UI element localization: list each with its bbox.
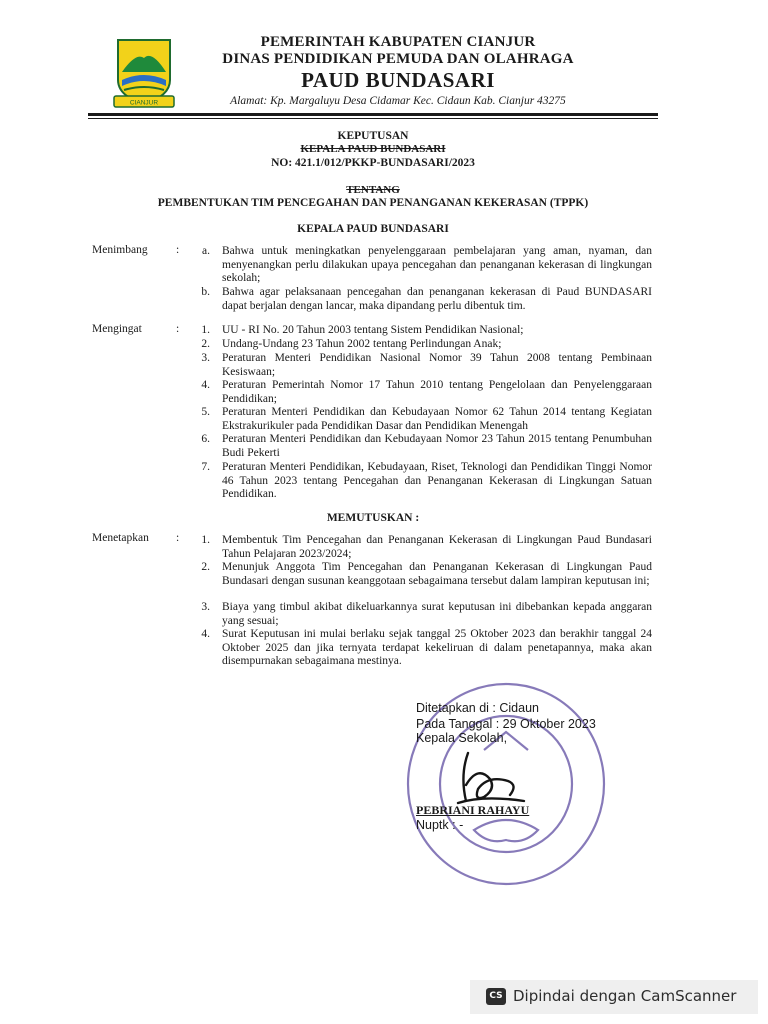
menetapkan-text-2: Menunjuk Anggota Tim Pencegahan dan Penanganan Kekerasan di Lingkungan Paud Bundasari dengan susunan keanggotaan sebagaimana tersebut dalam lampiran keputusan ini; (222, 561, 652, 587)
title-kepala: KEPALA PAUD BUNDASARI (300, 143, 446, 155)
letterhead-school: PAUD BUNDASARI (301, 68, 495, 92)
title-keputusan: KEPUTUSAN (337, 130, 409, 142)
letterhead-rule-thin (88, 118, 658, 119)
mengingat-num-6: 6. (201, 433, 210, 445)
mengingat-text-6: Peraturan Menteri Pendidikan dan Kebudayaan Nomor 23 Tahun 2015 tentang Penumbuhan Budi Pekerti (222, 433, 652, 459)
menimbang-num-a: a. (202, 245, 210, 257)
menetapkan-text-4: Surat Keputusan ini mulai berlaku sejak tanggal 25 Oktober 2023 dan berakhir tanggal 24 Oktober 2025 dan jika ternyata terdapat kekeliruan di dalam penetapannya, maka akan disempurnakan sebagaimana mestinya. (222, 628, 652, 667)
menetapkan-text-1: Membentuk Tim Pencegahan dan Penanganan Kekerasan di Lingkungan Paud Bundasari Tahun Pelajaran 2023/2024; (222, 534, 652, 560)
mengingat-colon: : (176, 323, 180, 335)
letterhead (196, 34, 600, 109)
menimbang-text-a: Bahwa untuk meningkatkan penyelenggaraan pembelajaran yang aman, nyaman, dan menyenangkan perlu dilakukan upaya pencegahan dan penanganan kekerasan di lingkungan sekolah; (222, 245, 652, 284)
mengingat-text-7: Peraturan Menteri Pendidikan, Kebudayaan, Riset, Teknologi dan Pendidikan Tinggi Nomor 46 Tahun 2023 tentang Pencegahan dan Penanganan Kekerasan di Lingkungan Satuan Pendidikan. (222, 461, 652, 500)
mengingat-text-1: UU - RI No. 20 Tahun 2003 tentang Sistem Pendidikan Nasional; (222, 324, 524, 336)
letterhead-address: Alamat: Kp. Margaluyu Desa Cidamar Kec. Cidaun Kab. Cianjur 43275 (230, 95, 566, 107)
mengingat-num-5: 5. (201, 406, 210, 418)
letterhead-government: PEMERINTAH KABUPATEN CIANJUR (260, 34, 536, 50)
mengingat-text-3: Peraturan Menteri Pendidikan Nasional Nomor 39 Tahun 2008 tentang Pembinaan Kesiswaan; (222, 352, 652, 378)
menimbang-num-b: b. (201, 286, 210, 298)
menimbang-text-b: Bahwa agar pelaksanaan pencegahan dan penanganan kekerasan di Paud BUNDASARI dapat berjalan dengan lancar, maka dipandang perlu dibentuk tim. (222, 286, 652, 312)
signatory-nuptk: Nuptk : - (416, 818, 464, 832)
letterhead-department: DINAS PENDIDIKAN PEMUDA DAN OLAHRAGA (222, 51, 574, 67)
decree-subject: PEMBENTUKAN TIM PENCEGAHAN DAN PENANGANAN KEKERASAN (TPPK) (157, 197, 589, 209)
camscanner-label: Dipindai dengan CamScanner (513, 987, 737, 1005)
menetapkan-num-1: 1. (201, 534, 210, 546)
menetapkan-num-3: 3. (201, 601, 210, 613)
mengingat-text-5: Peraturan Menteri Pendidikan dan Kebudayaan Nomor 62 Tahun 2014 tentang Kegiatan Ekstrakurikuler pada Pendidikan Dasar dan Pendidikan Menengah (222, 406, 652, 432)
menetapkan-text-3: Biaya yang timbul akibat dikeluarkannya surat keputusan ini dibebankan kepada anggaran yang sesuai; (222, 601, 652, 627)
mengingat-num-7: 7. (201, 461, 210, 473)
mengingat-label: Mengingat (92, 323, 142, 335)
signature-date: Pada Tanggal : 29 Oktober 2023 (416, 717, 596, 731)
menimbang-colon: : (176, 244, 180, 256)
menetapkan-num-2: 2. (201, 561, 210, 573)
mengingat-num-1: 1. (201, 324, 210, 336)
signature-place: Ditetapkan di : Cidaun (416, 701, 539, 715)
menimbang-label: Menimbang (92, 244, 148, 256)
decree-number: NO: 421.1/012/PKKP-BUNDASARI/2023 (271, 157, 475, 169)
mengingat-num-4: 4. (201, 379, 210, 391)
menetapkan-num-4: 4. (201, 628, 210, 640)
mengingat-num-3: 3. (201, 352, 210, 364)
mengingat-num-2: 2. (201, 338, 210, 350)
section-heading: KEPALA PAUD BUNDASARI (297, 223, 449, 235)
mengingat-text-4: Peraturan Pemerintah Nomor 17 Tahun 2010 tentang Pengelolaan dan Penyelenggaraan Pendidikan; (222, 379, 652, 405)
signatory-name: PEBRIANI RAHAYU (416, 803, 530, 817)
letterhead-rule-thick (88, 113, 658, 116)
title-tentang: TENTANG (346, 184, 400, 196)
memutuskan-heading: MEMUTUSKAN : (326, 512, 420, 524)
logo-ribbon-text: CIANJUR (129, 99, 159, 107)
regency-logo (112, 36, 176, 110)
menetapkan-colon: : (176, 532, 180, 544)
menetapkan-label: Menetapkan (92, 532, 149, 544)
signature-role: Kepala Sekolah, (416, 731, 508, 745)
mengingat-text-2: Undang-Undang 23 Tahun 2002 tentang Perlindungan Anak; (222, 338, 502, 350)
camscanner-icon: CS (486, 988, 506, 1005)
